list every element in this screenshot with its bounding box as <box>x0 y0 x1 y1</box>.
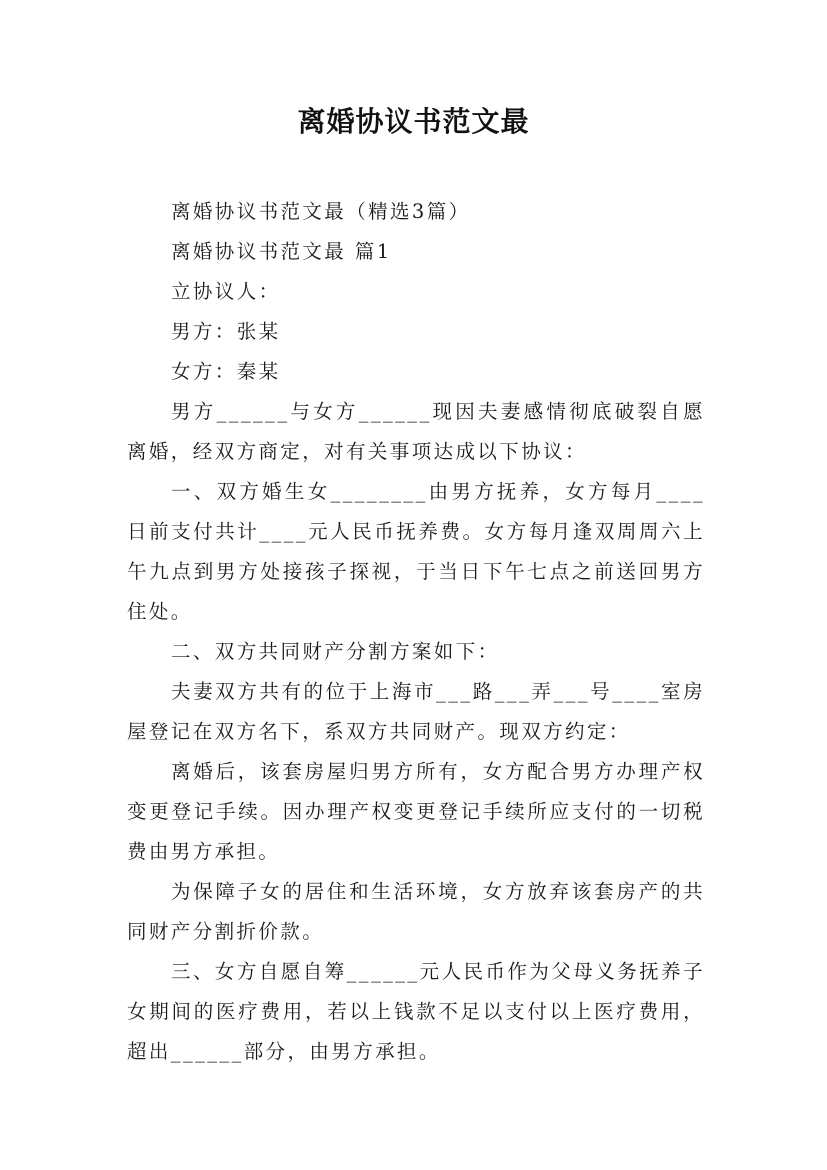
document-title: 离婚协议书范文最 <box>297 105 530 138</box>
document-body <box>127 192 705 1072</box>
paragraph-parties-label: 立协议人： <box>171 280 281 303</box>
paragraph-property-location: 夫妻双方共有的位于上海市___路___弄___号____室房屋登记在双方名下，系双方共同财产。现双方约定： <box>127 680 705 743</box>
paragraph-female-party: 女方：秦某 <box>171 360 281 383</box>
paragraph-property-ownership: 离婚后，该套房屋归男方所有，女方配合男方办理产权变更登记手续。因办理产权变更登记手续所应支付的一切税费由男方承担。 <box>127 760 705 863</box>
paragraph-male-party: 男方：张某 <box>171 320 281 343</box>
paragraph-heading-selection: 离婚协议书范文最（精选3篇） <box>171 200 471 223</box>
paragraph-clause-1: 一、双方婚生女________由男方抚养，女方每月____日前支付共计____元人民币抚养费。女方每月逢双周周六上午九点到男方处接孩子探视，于当日下午七点之前送回男方住处。 <box>127 480 705 623</box>
paragraph-clause-2-heading: 二、双方共同财产分割方案如下： <box>171 640 500 663</box>
paragraph-property-waiver: 为保障子女的居住和生活环境，女方放弃该套房产的共同财产分割折价款。 <box>127 880 705 943</box>
paragraph-clause-3: 三、女方自愿自筹______元人民币作为父母义务抚养子女期间的医疗费用，若以上钱款不足以支付以上医疗费用，超出______部分，由男方承担。 <box>127 960 705 1063</box>
paragraph-heading-part-1: 离婚协议书范文最 篇1 <box>171 240 392 263</box>
paragraph-preamble: 男方______与女方______现因夫妻感情彻底破裂自愿离婚，经双方商定，对有关事项达成以下协议： <box>127 400 705 463</box>
